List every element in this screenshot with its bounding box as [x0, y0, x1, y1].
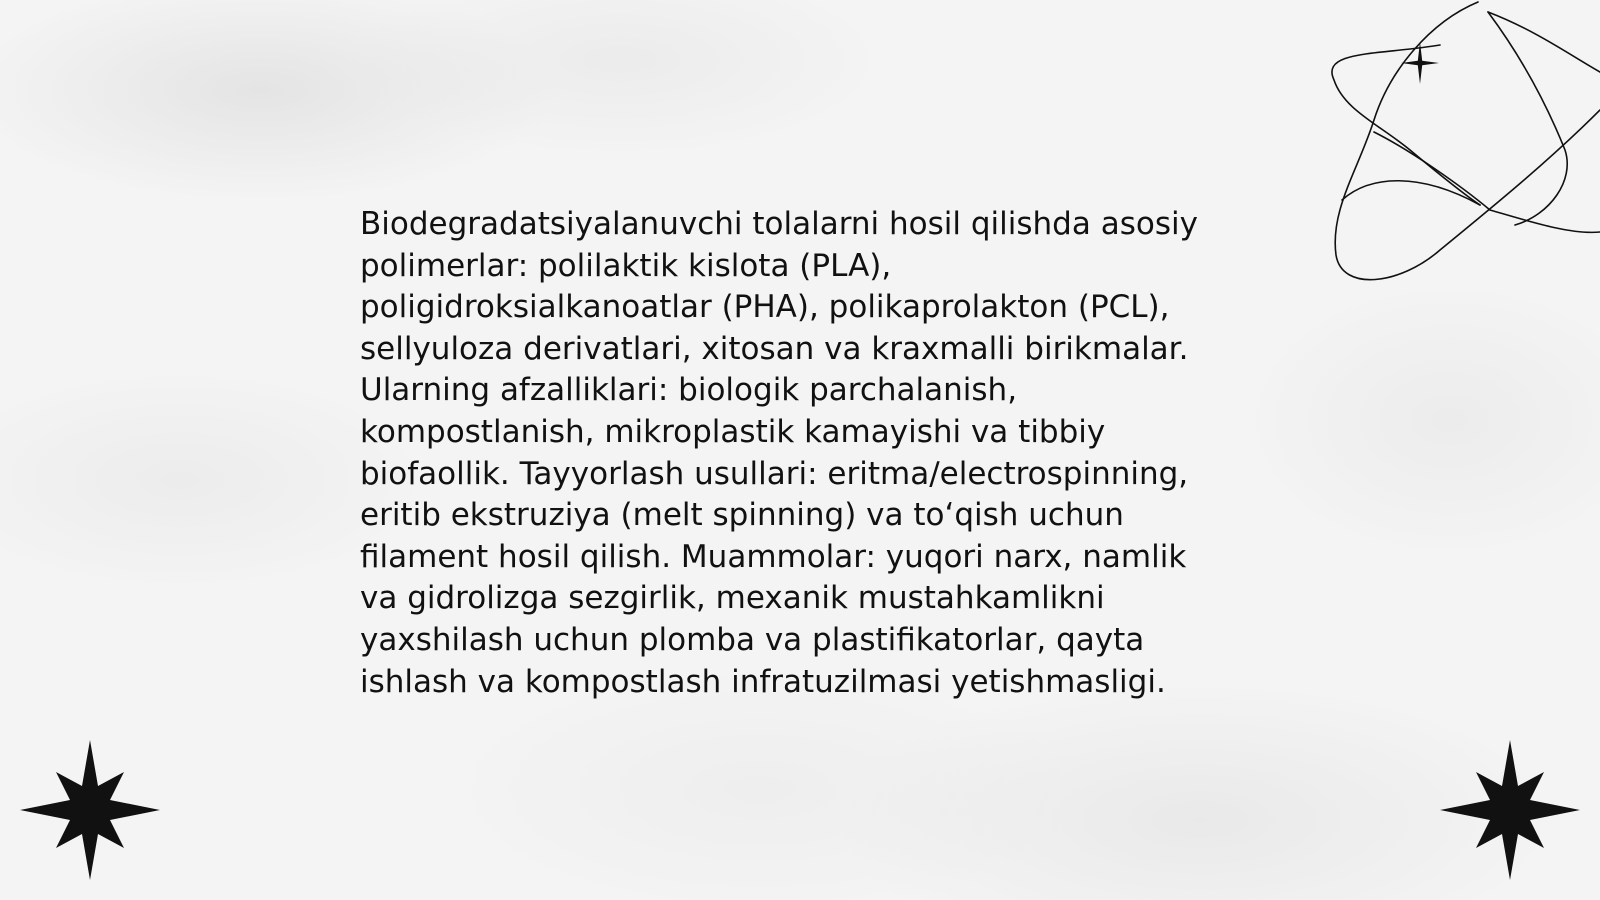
orbit-lines-icon: [1320, 0, 1600, 300]
four-point-star-icon: [1440, 740, 1580, 880]
four-point-star-icon: [20, 740, 160, 880]
slide-body-text: Biodegradatsiyalanuvchi tolalarni hosil qilishda asosiy polimerlar: polilaktik kislota (PLA), poligidroksialkanoatlar (PHA), polikaprolakton (PCL), sellyuloza derivatlari, xitosan va kraxmalli birikmalar. Ularning afzalliklari: biologik parchalanish, kompostlanish, mikroplastik kamayishi va tibbiy biofaollik. Tayyorlash usullari: eritma/electrospinning, eritib ekstruziya (melt spinning) va to‘qish uchun filament hosil qilish. Muammolar: yuqori narx, namlik va gidrolizga sezgirlik, mexanik mustahkamlikni yaxshilash uchun plomba va plastifikatorlar, qayta ishlash va kompostlash infratuzilmasi yetishmasligi.: [360, 206, 1198, 700]
sparkle-icon: [1401, 42, 1439, 84]
